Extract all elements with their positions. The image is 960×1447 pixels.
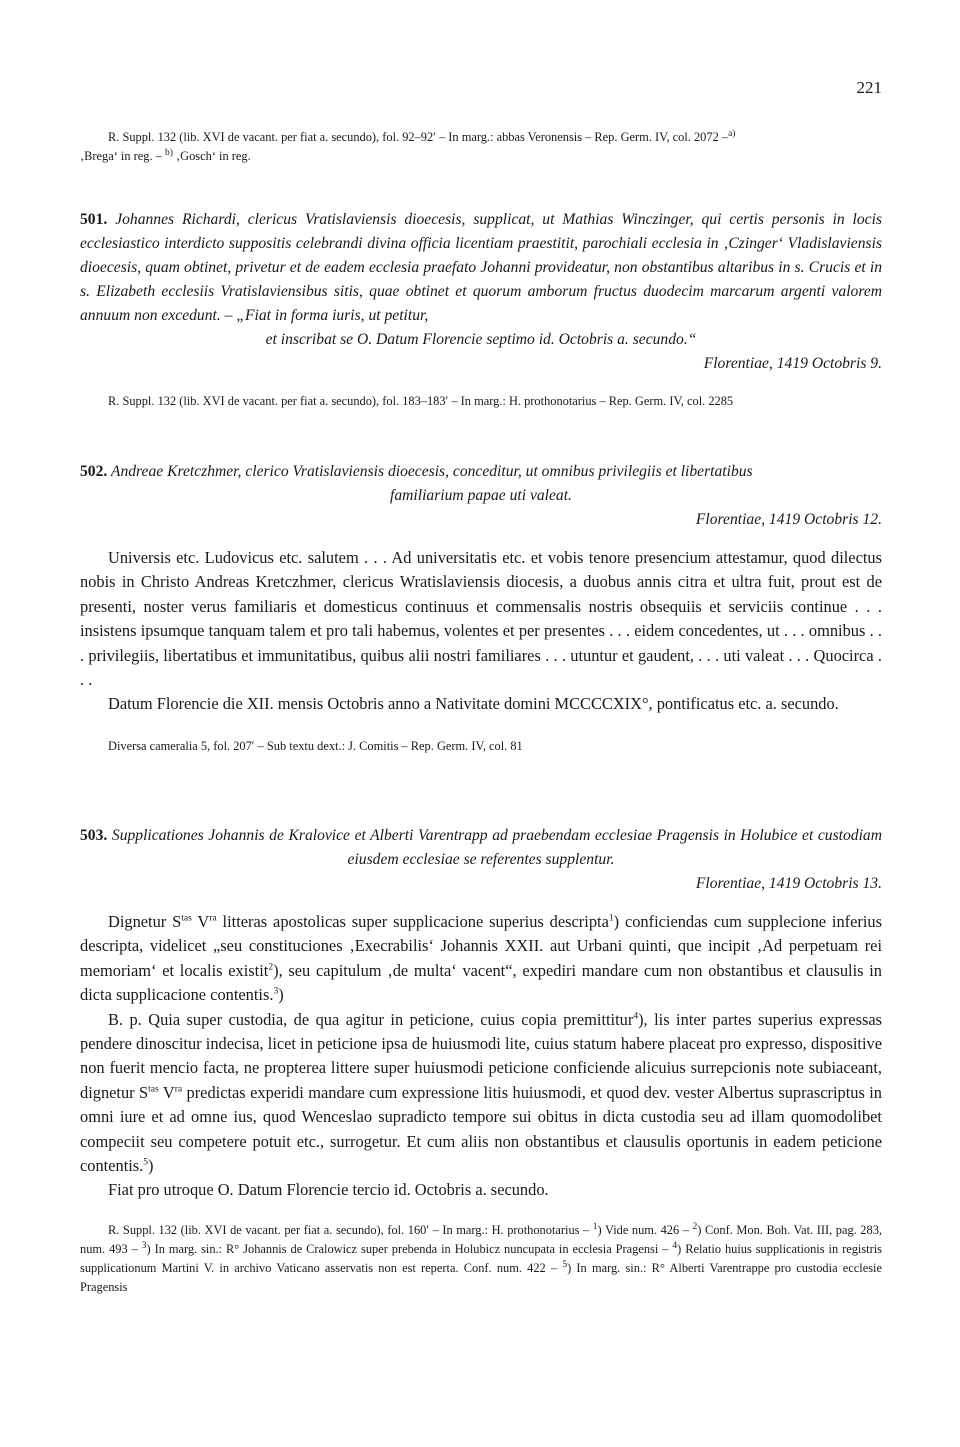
body-paragraph: Dignetur $S^{tas}$ $V^{ra}$ litteras apostolicas super supplicacione superius descripta$^1$) conficiendas cum supplecione inferius descripta, videlicet „seu constituciones ‚Execrabilis‘ Johannis XXII. aut Urbani quinti, que incipit ‚Ad perpetuam rei memoriam‘ et localis existit$^2$), seu capitulum ‚de multa‘ vacent“, expediri mandare cum non obstantibus et clausulis in dicta supplicacione contentis.$^3$) — [80, 912, 883, 1005]
page-number: 221 — [856, 78, 882, 97]
footnote-marker: 4 — [633, 1011, 639, 1022]
footnote-marker: a) — [728, 128, 736, 139]
footnote-marker: 5 — [143, 1157, 149, 1168]
dateline: Florentiae, 1419 Octobris 12. — [695, 511, 882, 528]
dateline: Florentiae, 1419 Octobris 9. — [703, 355, 882, 372]
entry-number: 503. — [80, 827, 108, 844]
entry-body — [80, 910, 882, 1203]
top-note-line1: R. Suppl. 132 (lib. XVI de vacant. per fiat a. secundo), fol. 92–92′ – In marg.: abbas Veronensis – Rep. Germ. IV, col. 2072 – — [108, 130, 729, 144]
entry-heading — [80, 208, 882, 352]
entry-number: 501. — [80, 211, 108, 228]
entry-502 — [80, 460, 882, 756]
source-note: Diversa cameralia 5, fol. 207′ – Sub textu dext.: J. Comitis – Rep. Germ. IV, col. 81 — [108, 738, 523, 753]
dateline: Florentiae, 1419 Octobris 13. — [695, 875, 882, 892]
entry-501 — [80, 208, 882, 411]
footnote-marker: 3 — [273, 986, 279, 997]
entry-heading — [80, 460, 882, 508]
body-paragraph: B. p. Quia super custodia, de qua agitur in peticione, cuius copia premittitur$^4$), lis inter partes superius expressas pendere dinoscitur indecisa, licet in peticione ipsa de huiusmodi lite, cuius statum habere placeat pro expresso, dispositive non fuerit mencio facta, ne propterea littere super huiusmodi peticione conficiende alicuius surrepcionis note subiaceant, dignetur $S^{tas}$ $V^{ra}$ predictas experidi mandare cum expressione litis huiusmodi, et quod dev. vester Albertus suprascriptus in omni iure et ad omne ius, quod Wenceslao supradicto tempore sui obitus in dicta custodia seu ad illam quomodolibet compeciit seu competere potuit etc., surrogetur. Et cum aliis non obstantibus et clausulis oportunis in eadem peticione contentis.$^5$) — [80, 1009, 882, 1176]
entry-summary: Johannes Richardi, clericus Vratislaviensis dioecesis, supplicat, ut Mathias Winczinger, qui certis personis in locis ecclesiastico interdicto suppositis celebrandi divina officia licentiam praestitit, parochiali ecclesia in ‚Czinger‘ Vladislaviensis dioecesis, quam obtinet, privetur et de eadem ecclesia praefato Johanni provideatur, non obstantibus altaribus in s. Crucis et in s. Elizabeth ecclesiis Vratislaviensibus sitis, quae obtinet et quorum amborum fructus duodecim marcarum argenti valorem annuum non excedunt. – „Fiat in forma iuris, ut petitur, — [80, 211, 882, 324]
entry-summary: Andreae Kretczhmer, clerico Vratislaviensis dioecesis, conceditur, ut omnibus privilegiis et libertatibus — [110, 463, 753, 480]
entry-summary-last-line: et inscribat se O. Datum Florencie septimo id. Octobris a. secundo.“ — [265, 331, 697, 348]
entry-503 — [80, 824, 882, 1297]
top-note-line2b: ‚Gosch‘ in reg. — [176, 149, 251, 163]
top-source-note — [80, 128, 882, 166]
entry-number: 502. — [80, 463, 108, 480]
footnotes: R. Suppl. 132 (lib. XVI de vacant. per fiat a. secundo), fol. 160′ – In marg.: H. prothonotarius – $^1$) Vide num. 426 – $^2$) Conf. Mon. Boh. Vat. III, pag. 283, num. 493 – $^3$) In marg. sin.: R° Johannis de Cralowicz super prebenda in Holubicz nuncupata in ecclesia Pragensi – $^4$) Relatio huius supplicationis in registris supplicationum Martini V. in archivo Vaticano asservatis non est reperta. Conf. num. 422 – $^5$) In marg. sin.: R° Alberti Varentrappe pro custodia ecclesie Pragensis — [80, 1221, 883, 1294]
entry-heading — [80, 824, 882, 872]
body-paragraph: Fiat pro utroque O. Datum Florencie tercio id. Octobris a. secundo. — [108, 1180, 549, 1200]
footnote-marker: 1 — [608, 913, 614, 924]
body-paragraph: Universis etc. Ludovicus etc. salutem . . . Ad universitatis etc. et vobis tenore presencium attestamur, quod dilectus nobis in Christo Andreas Kretczhmer, clericus Wratislaviensis diocesis, a duobus annis citra et ultra fuit, prout est de presenti, noster verus familiaris et domesticus continuus et commensalis nostris obsequiis et serviciis continue . . . insistens ipsumque tanquam talem et pro tali habemus, volentes et per presentes . . . eidem concedentes, ut . . . omnibus . . . privilegiis, libertatibus et immunitatibus, quibus alii nostri familiares . . . utuntur et gaudent, . . . uti valeat . . . Quocirca . . . — [80, 548, 882, 690]
entry-body — [80, 546, 882, 717]
body-paragraph: Datum Florencie die XII. mensis Octobris anno a Nativitate domini MCCCCXIX°, pontificatus etc. a. secundo. — [108, 694, 839, 714]
entry-summary-last-line: familiarium papae uti valeat. — [390, 487, 572, 504]
entry-summary: Supplicationes Johannis de Kralovice et Alberti Varentrapp ad praebendam ecclesiae Pragensis in Holubice et custodiam eiusdem ecclesiae se referentes supplentur. — [111, 827, 882, 868]
source-note: R. Suppl. 132 (lib. XVI de vacant. per fiat a. secundo), fol. 183–183′ – In marg.: H. prothonotarius – Rep. Germ. IV, col. 2285 — [108, 394, 734, 408]
footnote-marker: b) — [165, 147, 173, 158]
footnote-marker: 2 — [268, 962, 274, 973]
top-note-line2a: ‚Brega‘ in reg. – — [80, 149, 162, 163]
